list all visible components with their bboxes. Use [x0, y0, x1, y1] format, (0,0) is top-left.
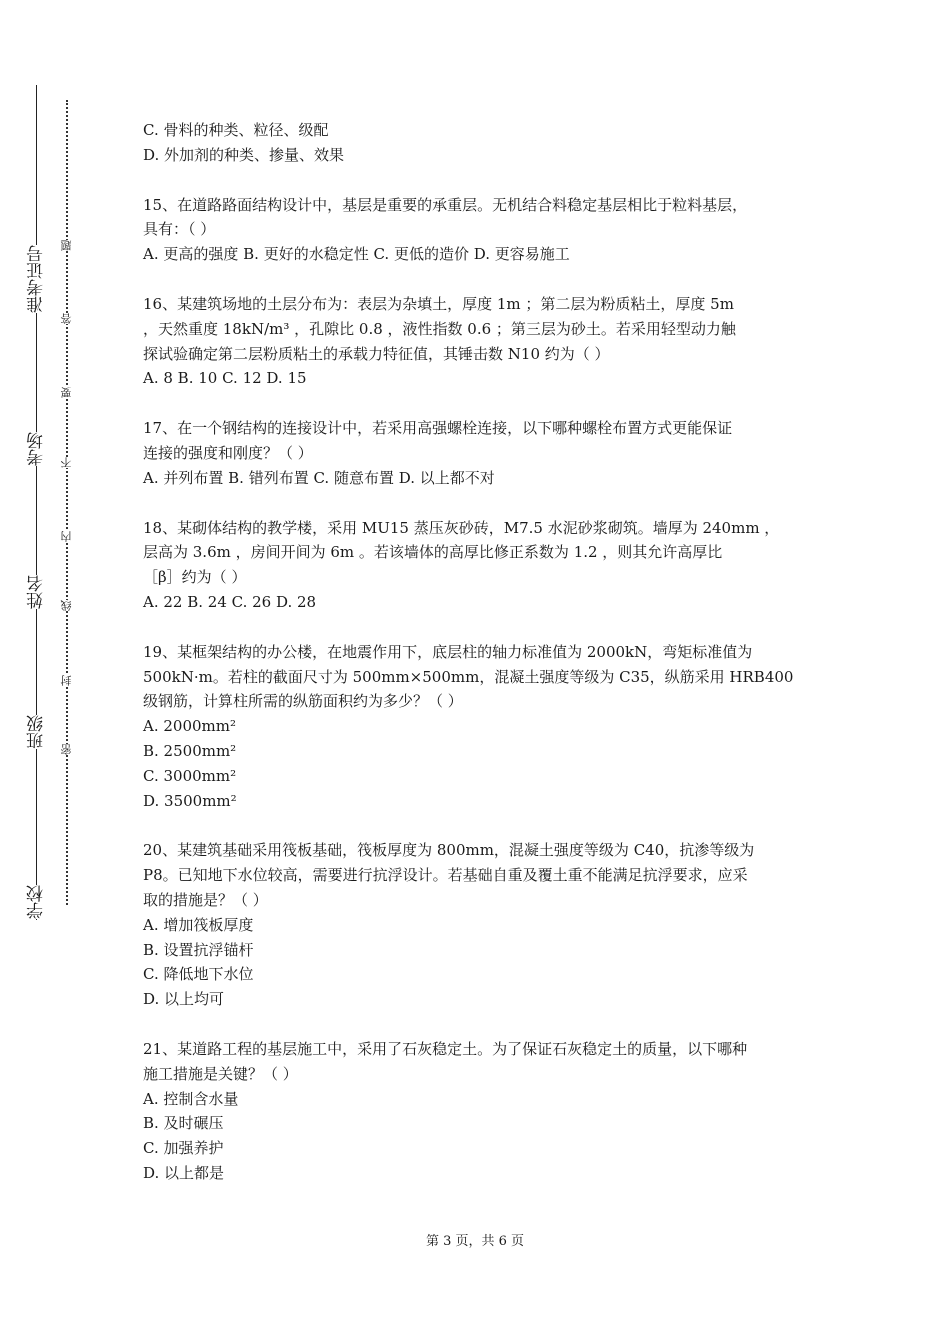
question-text: 层高为 3.6m ，房间开间为 6m 。若该墙体的高厚比修正系数为 1.2 ，则其允许高厚比: [143, 543, 723, 562]
field-exam-room: 考场: [22, 432, 52, 466]
question-17: [143, 416, 823, 490]
page-number: 第 3 页，共 6 页: [425, 1234, 525, 1249]
option-line: A. 22 B. 24 C. 26 D. 28: [143, 592, 317, 611]
question-text: 15、在道路路面结构设计中，基层是重要的承重层。无机结合料稳定基层相比于粒料基层，: [143, 195, 748, 214]
option-line: B. 2500mm²: [143, 741, 237, 760]
option-line: D. 以上均可: [143, 990, 225, 1009]
question-text: 19、某框架结构的办公楼，在地震作用下，底层柱的轴力标准值为 2000kN，弯矩标准值为: [143, 642, 753, 661]
option-line: A. 并列布置 B. 错列布置 C. 随意布置 D. 以上都不对: [143, 468, 495, 487]
question-text: 级钢筋，计算柱所需的纵筋面积约为多少？（ ）: [143, 692, 463, 711]
field-exam-number: 准考证号: [22, 245, 52, 313]
option-line: D. 外加剂的种类、掺量、效果: [143, 145, 345, 164]
option-line: A. 控制含水量: [143, 1089, 239, 1108]
question-text: 20、某建筑基础采用筏板基础，筏板厚度为 800mm，混凝土强度等级为 C40，抗渗等级为: [143, 841, 755, 860]
option-line: C. 骨料的种类、粒径、级配: [143, 121, 329, 139]
question-text: 17、在一个钢结构的连接设计中，若采用高强螺栓连接，以下哪种螺栓布置方式更能保证: [143, 419, 733, 438]
seal-char: 要: [57, 387, 77, 398]
option-line: C. 3000mm²: [143, 766, 237, 785]
seal-char: 封: [57, 675, 77, 686]
option-line: D. 以上都是: [143, 1163, 225, 1182]
option-line: A. 增加筏板厚度: [143, 915, 254, 934]
question-text: ［β］约为（ ）: [143, 568, 247, 587]
option-line: B. 设置抗浮锚杆: [143, 940, 254, 959]
question-text: 16、某建筑场地的土层分布为：表层为杂填土，厚度 1m ；第二层为粉质粘土，厚度 5m: [143, 294, 734, 313]
field-class: 班级: [22, 715, 52, 749]
field-school: 学校: [22, 885, 52, 919]
question-text: 探试验确定第二层粉质粘土的承载力特征值，其锤击数 N10 约为（ ）: [143, 344, 610, 363]
question-16: [143, 292, 823, 391]
option-line: A. 2000mm²: [143, 717, 237, 736]
option-line: B. 及时碾压: [143, 1114, 224, 1133]
option-line: C. 降低地下水位: [143, 965, 254, 984]
option-line: A. 8 B. 10 C. 12 D. 15: [143, 369, 307, 388]
seal-char: 密: [57, 744, 77, 755]
question-15: [143, 193, 823, 267]
question-text: 500kN·m。若柱的截面尺寸为 500mm×500mm，混凝土强度等级为 C35，纵筋采用 HRB400: [143, 667, 794, 686]
option-line: A. 更高的强度 B. 更好的水稳定性 C. 更低的造价 D. 更容易施工: [143, 245, 570, 264]
question-14-tail: [143, 118, 823, 168]
question-text: ，天然重度 18kN/m³ ，孔隙比 0.8 ，液性指数 0.6 ；第三层为砂土。若采用轻型动力触: [143, 319, 736, 338]
option-line: D. 3500mm²: [143, 791, 237, 810]
seal-char: 内: [57, 531, 77, 542]
question-text: 施工措施是关键？（ ）: [143, 1064, 298, 1083]
question-20: [143, 838, 823, 1012]
question-text: 18、某砌体结构的教学楼，采用 MU15 蒸压灰砂砖，M7.5 水泥砂浆砌筑。墙厚为 240mm ，: [143, 518, 780, 537]
seal-char: 不: [57, 457, 77, 468]
question-19: [143, 640, 823, 814]
field-name: 姓名: [22, 575, 52, 609]
question-text: 21、某道路工程的基层施工中，采用了石灰稳定土。为了保证石灰稳定土的质量，以下哪种: [143, 1039, 748, 1058]
question-text: 取的措施是？（ ）: [143, 890, 268, 909]
question-text: 连接的强度和刚度？（ ）: [143, 443, 313, 462]
binding-dotted-line: [66, 100, 68, 905]
seal-char: 线: [57, 600, 77, 611]
option-line: C. 加强养护: [143, 1139, 224, 1158]
seal-char: 答: [57, 313, 77, 324]
binding-solid-line: [36, 85, 37, 920]
question-list: [143, 118, 823, 1211]
question-text: P8。已知地下水位较高，需要进行抗浮设计。若基础自重及覆土重不能满足抗浮要求，应采: [143, 866, 748, 885]
question-18: [143, 516, 823, 615]
seal-char: 题: [57, 240, 77, 251]
question-text: 具有：（ ）: [143, 220, 216, 239]
binding-margin: [0, 0, 100, 1344]
question-21: [143, 1037, 823, 1186]
